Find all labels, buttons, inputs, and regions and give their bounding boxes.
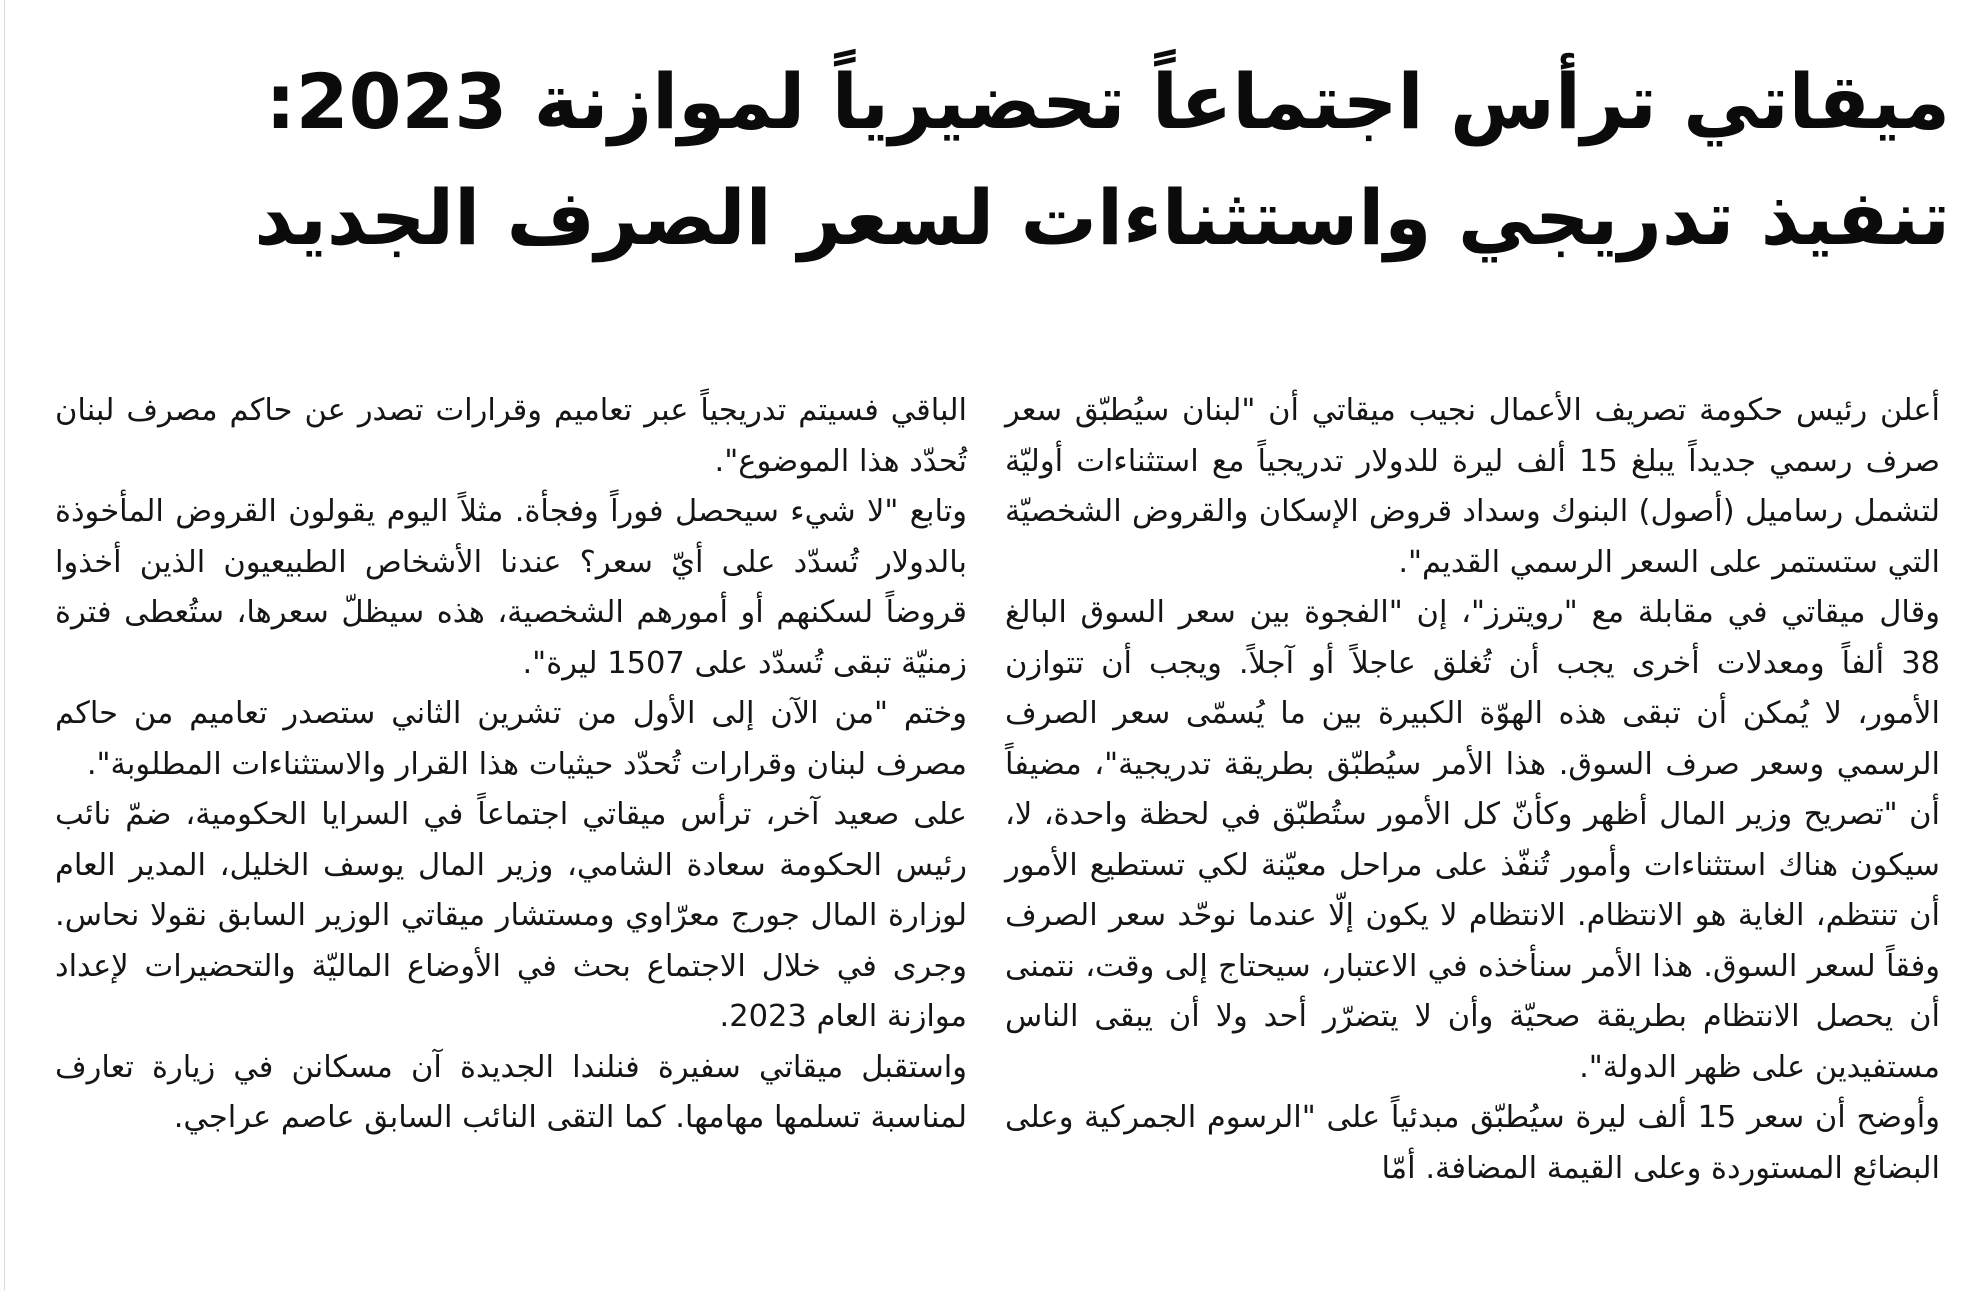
paragraph: واستقبل ميقاتي سفيرة فنلندا الجديدة آن مسكانن في زيارة تعارف لمناسبة تسلمها مهامها. كما التقى النائب السابق عاصم عراجي. (55, 1049, 967, 1135)
paragraph: وختم "من الآن إلى الأول من تشرين الثاني ستصدر تعاميم من حاكم مصرف لبنان وقرارات تُحدّد حيثيات هذا القرار والاستثناءات المطلوبة". (55, 696, 967, 782)
paragraph: وتابع "لا شيء سيحصل فوراً وفجأة. مثلاً اليوم يقولون القروض المأخوذة بالدولار تُسدّد على أيّ سعر؟ عندنا الأشخاص الطبيعيون الذين أخذوا قروضاً لسكنهم أو أمورهم الشخصية، هذه سيظلّ سعرها، ستُعطى فترة زمنيّة تبقى تُسدّد على 1507 ليرة". (55, 494, 967, 681)
headline-line-2: تنفيذ تدريجي واستثناءات لسعر الصرف الجديد (254, 173, 1950, 262)
article-column-right (1005, 386, 1940, 1194)
article-headline (170, 44, 1950, 276)
paragraph: وأوضح أن سعر 15 ألف ليرة سيُطبّق مبدئياً على "الرسوم الجمركية وعلى البضائع المستوردة وعلى القيمة المضافة. أمّا (1005, 1100, 1940, 1186)
paragraph: وقال ميقاتي في مقابلة مع "رويترز"، إن "الفجوة بين سعر السوق البالغ 38 ألفاً ومعدلات أخرى يجب أن تُغلق عاجلاً أو آجلاً. ويجب أن تتوازن الأمور، لا يُمكن أن تبقى هذه الهوّة الكبيرة بين ما يُسمّى سعر الصرف الرسمي وسعر صرف السوق. هذا الأمر سيُطبّق بطريقة تدريجية"، مضيفاً أن "تصريح وزير المال أظهر وكأنّ كل الأمور ستُطبّق في لحظة واحدة، لا، سيكون هناك استثناءات وأمور تُنفّذ على مراحل معيّنة لكي تستطيع الأمور أن تنتظم، الغاية هو الانتظام. الانتظام لا يكون إلّا عندما نوحّد سعر الصرف وفقاً لسعر السوق. هذا الأمر سنأخذه في الاعتبار، سيحتاج إلى وقت، نتمنى أن يحصل الانتظام بطريقة صحيّة وأن لا يتضرّر أحد ولا أن يبقى الناس مستفيدين على ظهر الدولة". (1005, 595, 1940, 1085)
paragraph: على صعيد آخر، ترأس ميقاتي اجتماعاً في السرايا الحكومية، ضمّ نائب رئيس الحكومة سعادة الشامي، وزير المال يوسف الخليل، المدير العام لوزارة المال جورج معرّاوي ومستشار ميقاتي الوزير السابق نقولا نحاس. وجرى في خلال الاجتماع بحث في الأوضاع الماليّة والتحضيرات لإعداد موازنة العام 2023. (55, 797, 967, 1034)
paragraph: أعلن رئيس حكومة تصريف الأعمال نجيب ميقاتي أن "لبنان سيُطبّق سعر صرف رسمي جديداً يبلغ 15 ألف ليرة للدولار تدريجياً مع استثناءات أوليّة لتشمل رساميل (أصول) البنوك وسداد قروض الإسكان والقروض الشخصيّة التي ستستمر على السعر الرسمي القديم". (1005, 393, 1940, 580)
headline-line-1: ميقاتي ترأس اجتماعاً تحضيرياً لموازنة 2023: (265, 57, 1950, 146)
page-edge-divider (4, 0, 5, 1290)
article-column-left (55, 386, 967, 1144)
paragraph: الباقي فسيتم تدريجياً عبر تعاميم وقرارات تصدر عن حاكم مصرف لبنان تُحدّد هذا الموضوع". (55, 393, 967, 479)
